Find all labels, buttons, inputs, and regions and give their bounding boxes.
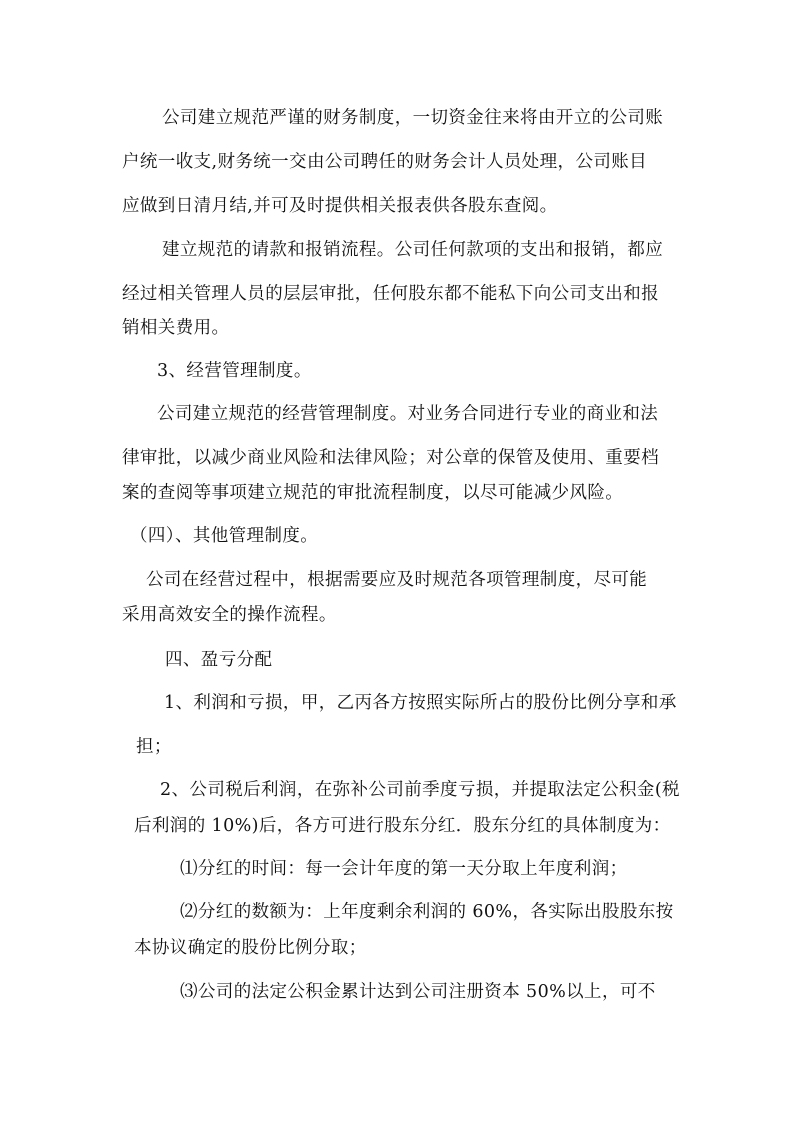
text-line: 公司建立规范的经营管理制度。对业务合同进行专业的商业和法 [157,404,659,424]
text-line: 2、公司税后利润，在弥补公司前季度亏损，并提取法定公积金(税 [160,780,680,800]
text-line: ⑵分红的数额为：上年度剩余利润的 60%，各实际出股股东按 [180,902,674,922]
text-line: 公司在经营过程中，根据需要应及时规范各项管理制度，尽可能 [146,570,648,590]
text-line: 后利润的 10%)后，各方可进行股东分红．股东分红的具体制度为： [134,816,671,836]
text-line: 本协议确定的股份比例分取； [134,938,367,958]
text-line: 采用高效安全的操作流程。 [122,605,337,625]
text-line: 律审批，以减少商业风险和法律风险；对公章的保管及使用、重要档 [122,448,659,468]
text-line: 建立规范的请款和报销流程。公司任何款项的支出和报销，都应 [162,240,664,260]
text-line: ⑶公司的法定公积金累计达到公司注册资本 50%以上，可不 [180,982,656,1002]
text-line: ⑴分红的时间：每一会计年度的第一天分取上年度利润； [180,859,628,879]
text-line: 公司建立规范严谨的财务制度，一切资金往来将由开立的公司账 [162,108,664,128]
text-line: 1、利润和亏损，甲，乙丙各方按照实际所占的股份比例分享和承 [164,693,677,713]
text-line: 户统一收支,财务统一交由公司聘任的财务会计人员处理，公司账目 [122,152,648,172]
section-heading: 3、经营管理制度。 [157,361,312,381]
text-line: 案的查阅等事项建立规范的审批流程制度，以尽可能减少风险。 [122,483,624,503]
text-line: 担； [136,737,172,757]
section-heading: （四）、其他管理制度。 [130,526,319,546]
text-line: 经过相关管理人员的层层审批，任何股东都不能私下向公司支出和报 [122,284,659,304]
section-heading: 四、盈亏分配 [165,650,273,670]
text-line: 应做到日清月结,并可及时提供相关报表供各股东查阅。 [122,196,558,216]
text-line: 销相关费用。 [122,318,230,338]
